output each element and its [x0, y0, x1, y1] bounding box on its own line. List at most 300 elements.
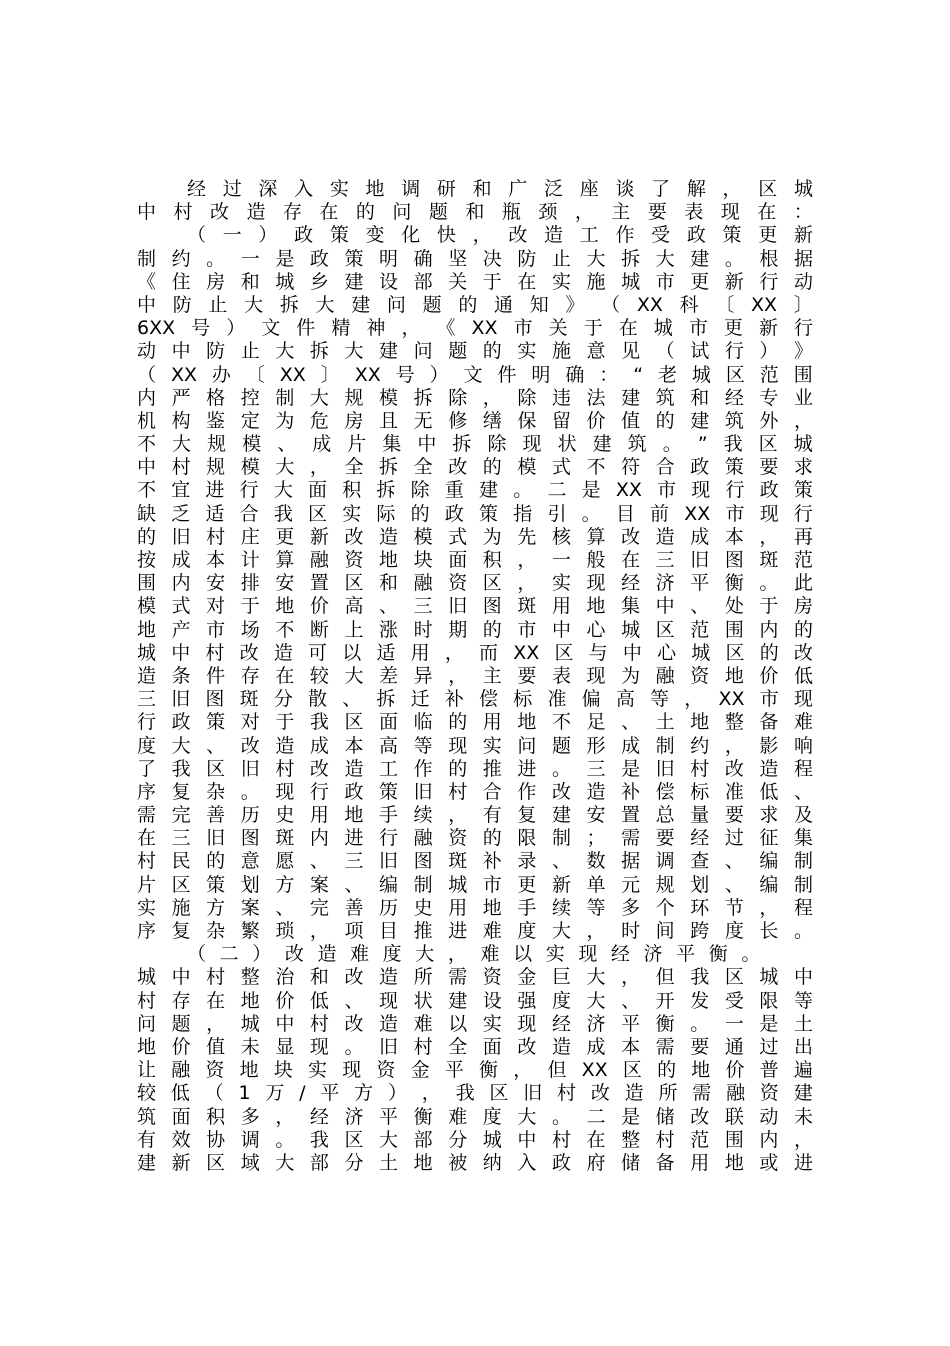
- text-char: 筑: [137, 1105, 157, 1128]
- text-char: 村: [275, 757, 295, 780]
- text-char: 衡: [655, 1012, 675, 1035]
- text-char: 造: [544, 224, 564, 247]
- text-char: 的: [759, 641, 779, 664]
- text-char: 多: [240, 1105, 260, 1128]
- text-char: 引: [547, 502, 567, 525]
- text-char: 目: [615, 502, 635, 525]
- text-char: XX: [684, 502, 711, 525]
- text-char: 实: [482, 1012, 502, 1035]
- text-char: 现: [759, 502, 779, 525]
- text-char: 斑: [448, 850, 468, 873]
- text-char: 在: [621, 549, 641, 571]
- text-char: 部: [413, 270, 433, 293]
- text-char: 策: [206, 873, 226, 896]
- text-char: 开: [655, 989, 675, 1012]
- text-char: 琐: [275, 920, 295, 942]
- text-char: 区: [171, 873, 191, 896]
- text-char: 房: [793, 595, 813, 618]
- text-char: （: [655, 340, 675, 363]
- text-char: 响: [793, 734, 813, 757]
- text-char: 行: [759, 270, 779, 293]
- text-char: 区: [344, 711, 364, 734]
- text-char: 的: [657, 1059, 677, 1082]
- text-char: 的: [410, 502, 430, 525]
- text-char: 存: [240, 664, 260, 687]
- text-char: 区: [758, 178, 778, 200]
- text-char: 确: [413, 247, 433, 270]
- text-char: 上: [344, 618, 364, 641]
- text-char: 策: [793, 479, 813, 502]
- text-char: 村: [413, 1035, 433, 1058]
- text-char: 一: [724, 1012, 744, 1035]
- text-char: 显: [275, 1035, 295, 1058]
- text-char: 旧: [171, 688, 191, 711]
- text-char: 是: [275, 247, 295, 270]
- text-line: [137, 248, 813, 271]
- text-char: 核: [551, 525, 571, 548]
- text-char: 根: [759, 247, 779, 270]
- text-char: 经: [309, 1105, 329, 1128]
- text-char: 算: [586, 525, 606, 548]
- text-char: 济: [586, 1012, 606, 1035]
- text-char: 进: [448, 920, 468, 942]
- text-char: 合: [239, 502, 259, 525]
- text-char: 、: [344, 873, 364, 896]
- text-char: 和: [472, 178, 492, 200]
- text-char: 积: [342, 479, 362, 502]
- text-char: 善: [344, 896, 364, 919]
- text-char: 新: [171, 1151, 191, 1174]
- text-char: 策: [329, 224, 349, 247]
- text-char: 序: [137, 920, 157, 942]
- text-char: 异: [413, 664, 433, 687]
- text-char: 价: [309, 595, 329, 618]
- text-char: 题: [171, 1012, 191, 1035]
- text-char: 过: [222, 178, 242, 200]
- text-char: 的: [655, 409, 675, 432]
- text-char: 中: [551, 618, 571, 641]
- text-char: 于: [275, 711, 295, 734]
- text-char: 旧: [523, 1082, 543, 1105]
- text-char: 心: [586, 618, 606, 641]
- text-char: 度: [551, 989, 571, 1012]
- text-char: 机: [137, 409, 157, 432]
- text-char: 未: [240, 1035, 260, 1058]
- text-char: 在: [275, 664, 295, 687]
- text-char: 资: [205, 1059, 225, 1082]
- text-char: （: [187, 943, 207, 966]
- text-char: 以: [448, 1012, 468, 1035]
- text-char: 成: [621, 734, 641, 757]
- text-char: 、: [551, 850, 571, 873]
- text-char: 资: [448, 827, 468, 850]
- text-char: 以: [513, 943, 533, 966]
- text-char: 、: [621, 989, 641, 1012]
- text-char: 、: [379, 595, 399, 618]
- text-char: 调: [240, 1128, 260, 1151]
- text-char: 谈: [615, 178, 635, 200]
- text-char: 。: [741, 943, 761, 966]
- text-char: 约: [690, 734, 710, 757]
- text-char: 建: [379, 340, 399, 363]
- text-char: 《: [137, 270, 157, 293]
- text-char: ，: [513, 1059, 533, 1082]
- text-char: 符: [621, 456, 641, 479]
- text-char: 存: [282, 201, 302, 224]
- text-char: 政: [444, 502, 464, 525]
- text-char: 瓶: [501, 201, 521, 224]
- text-char: 实: [482, 734, 502, 757]
- text-char: 制: [655, 734, 675, 757]
- text-char: 中: [517, 1128, 537, 1151]
- text-line: [137, 827, 813, 850]
- text-char: 新: [551, 873, 571, 896]
- text-char: 除: [517, 386, 537, 409]
- text-char: 中: [137, 293, 157, 316]
- text-char: 造: [275, 734, 295, 757]
- text-char: 在: [586, 1128, 606, 1151]
- text-char: 式: [448, 525, 468, 548]
- text-char: 地: [275, 595, 295, 618]
- text-char: 大: [172, 433, 192, 456]
- text-char: 我: [309, 711, 329, 734]
- text-char: 6XX: [137, 317, 176, 340]
- text-char: 经: [610, 943, 630, 966]
- text-char: 号: [395, 363, 415, 386]
- text-char: 面: [308, 479, 328, 502]
- text-char: 、: [309, 850, 329, 873]
- text-line: [137, 850, 813, 873]
- text-char: 再: [793, 525, 813, 548]
- text-char: 号: [191, 317, 211, 340]
- text-line: [137, 1129, 813, 1152]
- text-char: 纳: [482, 1151, 502, 1174]
- text-char: 实: [551, 572, 571, 595]
- text-char: 大: [309, 386, 329, 409]
- text-char: 造: [273, 641, 293, 664]
- text-char: 城: [653, 317, 673, 340]
- text-char: 以: [342, 641, 362, 664]
- text-char: 改: [209, 201, 229, 224]
- text-char: 改: [590, 1082, 610, 1105]
- text-char: 颈: [538, 201, 558, 224]
- text-char: 策: [479, 502, 499, 525]
- text-char: 范: [690, 618, 710, 641]
- text-char: 化: [401, 224, 421, 247]
- text-char: 手: [517, 896, 537, 919]
- text-char: 元: [621, 873, 641, 896]
- text-char: 调: [401, 178, 421, 200]
- text-char: 过: [724, 827, 744, 850]
- text-char: 资: [376, 1059, 396, 1082]
- text-char: 完: [171, 804, 191, 827]
- text-char: 复: [171, 920, 191, 942]
- text-char: 构: [171, 409, 191, 432]
- text-char: 村: [448, 780, 468, 803]
- text-char: 实: [137, 896, 157, 919]
- text-char: 村: [206, 966, 226, 989]
- text-char: 市: [655, 270, 675, 293]
- text-char: 储: [621, 1151, 641, 1174]
- text-char: 筑: [627, 433, 647, 456]
- text-char: 政: [294, 224, 314, 247]
- text-line: [137, 364, 813, 387]
- text-char: 留: [551, 409, 571, 432]
- text-char: （: [137, 363, 157, 386]
- text-char: 限: [517, 827, 537, 850]
- text-char: 编: [379, 873, 399, 896]
- text-char: 成: [171, 549, 191, 571]
- text-char: 中: [171, 641, 191, 664]
- text-char: 未: [793, 1105, 813, 1128]
- text-char: 和: [465, 201, 485, 224]
- text-char: 经: [621, 572, 641, 595]
- text-char: 进: [344, 827, 364, 850]
- text-char: “: [633, 363, 644, 386]
- text-char: 意: [586, 340, 606, 363]
- text-char: 现: [578, 943, 598, 966]
- text-char: 区: [725, 363, 745, 386]
- text-char: 不: [137, 479, 157, 502]
- text-char: 控: [240, 386, 260, 409]
- text-char: 题: [448, 340, 468, 363]
- text-char: 且: [379, 409, 399, 432]
- text-char: 造: [551, 1035, 571, 1058]
- text-char: 改: [240, 734, 260, 757]
- text-char: 于: [759, 595, 779, 618]
- text-line: [137, 920, 813, 943]
- text-char: ，: [447, 943, 467, 966]
- text-char: 问: [386, 293, 406, 316]
- body-text: [137, 178, 813, 1175]
- text-char: 防: [206, 340, 226, 363]
- text-char: 的: [482, 827, 502, 850]
- text-char: 编: [759, 873, 779, 896]
- text-char: ，: [793, 1128, 813, 1151]
- text-char: 划: [690, 873, 710, 896]
- text-char: 实: [329, 178, 349, 200]
- text-char: 效: [171, 1128, 191, 1151]
- text-char: 问: [517, 734, 537, 757]
- text-char: （: [601, 293, 621, 316]
- text-char: 资: [759, 1082, 779, 1105]
- text-char: 适: [376, 641, 396, 664]
- text-char: 斑: [239, 688, 259, 711]
- text-char: 式: [551, 456, 571, 479]
- text-char: 政: [759, 479, 779, 502]
- text-char: 我: [690, 966, 710, 989]
- text-char: 城: [621, 270, 641, 293]
- text-char: 内: [759, 618, 779, 641]
- text-line: [137, 479, 813, 502]
- text-char: 题: [428, 201, 448, 224]
- text-char: 一: [222, 224, 242, 247]
- text-char: 史: [413, 896, 433, 919]
- text-char: 需: [137, 804, 157, 827]
- text-char: 成: [586, 1035, 606, 1058]
- text-char: 二: [219, 943, 239, 966]
- text-char: 于: [482, 270, 502, 293]
- text-char: （: [187, 224, 207, 247]
- text-char: 整: [724, 711, 744, 734]
- text-char: 本: [724, 525, 744, 548]
- text-char: 动: [793, 270, 813, 293]
- text-char: 分: [273, 688, 293, 711]
- text-char: 用: [482, 711, 502, 734]
- text-char: 范: [690, 1128, 710, 1151]
- text-char: 。: [513, 479, 533, 502]
- text-char: 低: [793, 664, 813, 687]
- text-char: XX: [513, 641, 540, 664]
- text-char: 济: [643, 943, 663, 966]
- text-char: 置: [309, 572, 329, 595]
- text-char: 大: [517, 1105, 537, 1128]
- text-char: 新: [793, 224, 813, 247]
- text-char: 在: [517, 270, 537, 293]
- text-char: ，: [793, 409, 813, 432]
- text-char: 重: [444, 479, 464, 502]
- text-line: [137, 688, 813, 711]
- text-char: 明: [379, 247, 399, 270]
- text-char: 项: [344, 920, 364, 942]
- text-char: 融: [171, 1059, 191, 1082]
- text-char: 适: [205, 502, 225, 525]
- text-line: [137, 1059, 813, 1082]
- text-char: 改: [724, 757, 744, 780]
- text-char: 区: [725, 641, 745, 664]
- text-char: 市: [482, 873, 502, 896]
- text-char: 行: [239, 479, 259, 502]
- text-char: 面: [448, 549, 468, 571]
- text-char: 杂: [206, 780, 226, 803]
- text-char: 、: [277, 433, 297, 456]
- text-char: 进: [517, 757, 537, 780]
- text-char: 的: [482, 340, 502, 363]
- text-char: 市: [759, 688, 779, 711]
- text-char: 。: [344, 1035, 364, 1058]
- text-char: 止: [208, 293, 228, 316]
- text-char: 房: [206, 270, 226, 293]
- text-char: 建: [479, 479, 499, 502]
- text-char: XX: [718, 688, 745, 711]
- text-char: 地: [413, 1151, 433, 1174]
- text-char: 城: [240, 1012, 260, 1035]
- text-char: 值: [621, 409, 641, 432]
- text-char: 、: [342, 688, 362, 711]
- text-line: [137, 990, 813, 1013]
- text-char: 中: [622, 641, 642, 664]
- text-char: 块: [273, 1059, 293, 1082]
- text-char: 。: [759, 572, 779, 595]
- text-char: 模: [240, 456, 260, 479]
- text-char: 个: [655, 896, 675, 919]
- text-char: 除: [487, 433, 507, 456]
- text-char: 。: [240, 780, 260, 803]
- text-char: 不: [586, 456, 606, 479]
- text-char: 值: [206, 1035, 226, 1058]
- text-char: 现: [275, 780, 295, 803]
- text-char: 鉴: [206, 409, 226, 432]
- text-char: 融: [309, 549, 329, 571]
- text-char: 造: [379, 966, 399, 989]
- text-char: 法: [586, 386, 606, 409]
- text-char: 规: [344, 386, 364, 409]
- text-char: 杂: [206, 920, 226, 942]
- text-char: 衡: [724, 572, 744, 595]
- text-char: 标: [690, 780, 710, 803]
- text-char: 储: [655, 1105, 675, 1128]
- text-char: 确: [565, 363, 585, 386]
- text-char: 式: [171, 595, 191, 618]
- text-char: 旧: [206, 827, 226, 850]
- text-char: 所: [658, 1082, 678, 1105]
- text-char: 准: [724, 780, 744, 803]
- text-char: 整: [240, 966, 260, 989]
- text-char: 大: [275, 340, 295, 363]
- text-char: 入: [294, 178, 314, 200]
- text-char: 。: [662, 433, 682, 456]
- text-char: 村: [557, 1082, 577, 1105]
- text-char: 和: [309, 966, 329, 989]
- text-char: 前: [650, 502, 670, 525]
- text-char: 解: [686, 178, 706, 200]
- text-char: 图: [413, 850, 433, 873]
- text-char: 、: [206, 734, 226, 757]
- text-line: [137, 804, 813, 827]
- text-char: 面: [379, 711, 399, 734]
- text-char: 难: [350, 943, 370, 966]
- text-char: 造: [586, 780, 606, 803]
- text-char: 衡: [413, 1105, 433, 1128]
- text-char: 了: [651, 178, 671, 200]
- text-char: ，: [517, 572, 537, 595]
- text-char: 的: [793, 618, 813, 641]
- text-char: 府: [586, 1151, 606, 1174]
- text-char: 本: [621, 1035, 641, 1058]
- text-char: 拆: [413, 386, 433, 409]
- text-char: 度: [517, 920, 537, 942]
- text-char: 制: [551, 827, 571, 850]
- text-char: 专: [759, 386, 779, 409]
- text-char: XX: [636, 293, 663, 316]
- text-char: 衡: [479, 1059, 499, 1082]
- text-char: 旧: [655, 757, 675, 780]
- text-char: 案: [240, 896, 260, 919]
- text-char: 民: [171, 850, 191, 873]
- text-line: [137, 1152, 813, 1175]
- text-char: 规: [206, 456, 226, 479]
- text-char: 二: [547, 479, 567, 502]
- text-char: 乏: [171, 502, 191, 525]
- text-char: 城: [691, 641, 711, 664]
- text-char: 编: [759, 850, 779, 873]
- text-char: 造: [655, 525, 675, 548]
- text-char: 主: [611, 201, 631, 224]
- text-char: 三: [413, 595, 433, 618]
- text-char: 土: [793, 1012, 813, 1035]
- text-char: 般: [586, 549, 606, 571]
- text-char: ）: [759, 340, 779, 363]
- text-char: 实: [342, 502, 362, 525]
- text-char: 节: [724, 896, 744, 919]
- text-char: 规: [207, 433, 227, 456]
- text-char: 图: [205, 688, 225, 711]
- text-line: [137, 711, 813, 734]
- text-char: 限: [759, 989, 779, 1012]
- text-line: [137, 410, 813, 433]
- text-char: 补: [621, 780, 641, 803]
- text-char: 内: [759, 1128, 779, 1151]
